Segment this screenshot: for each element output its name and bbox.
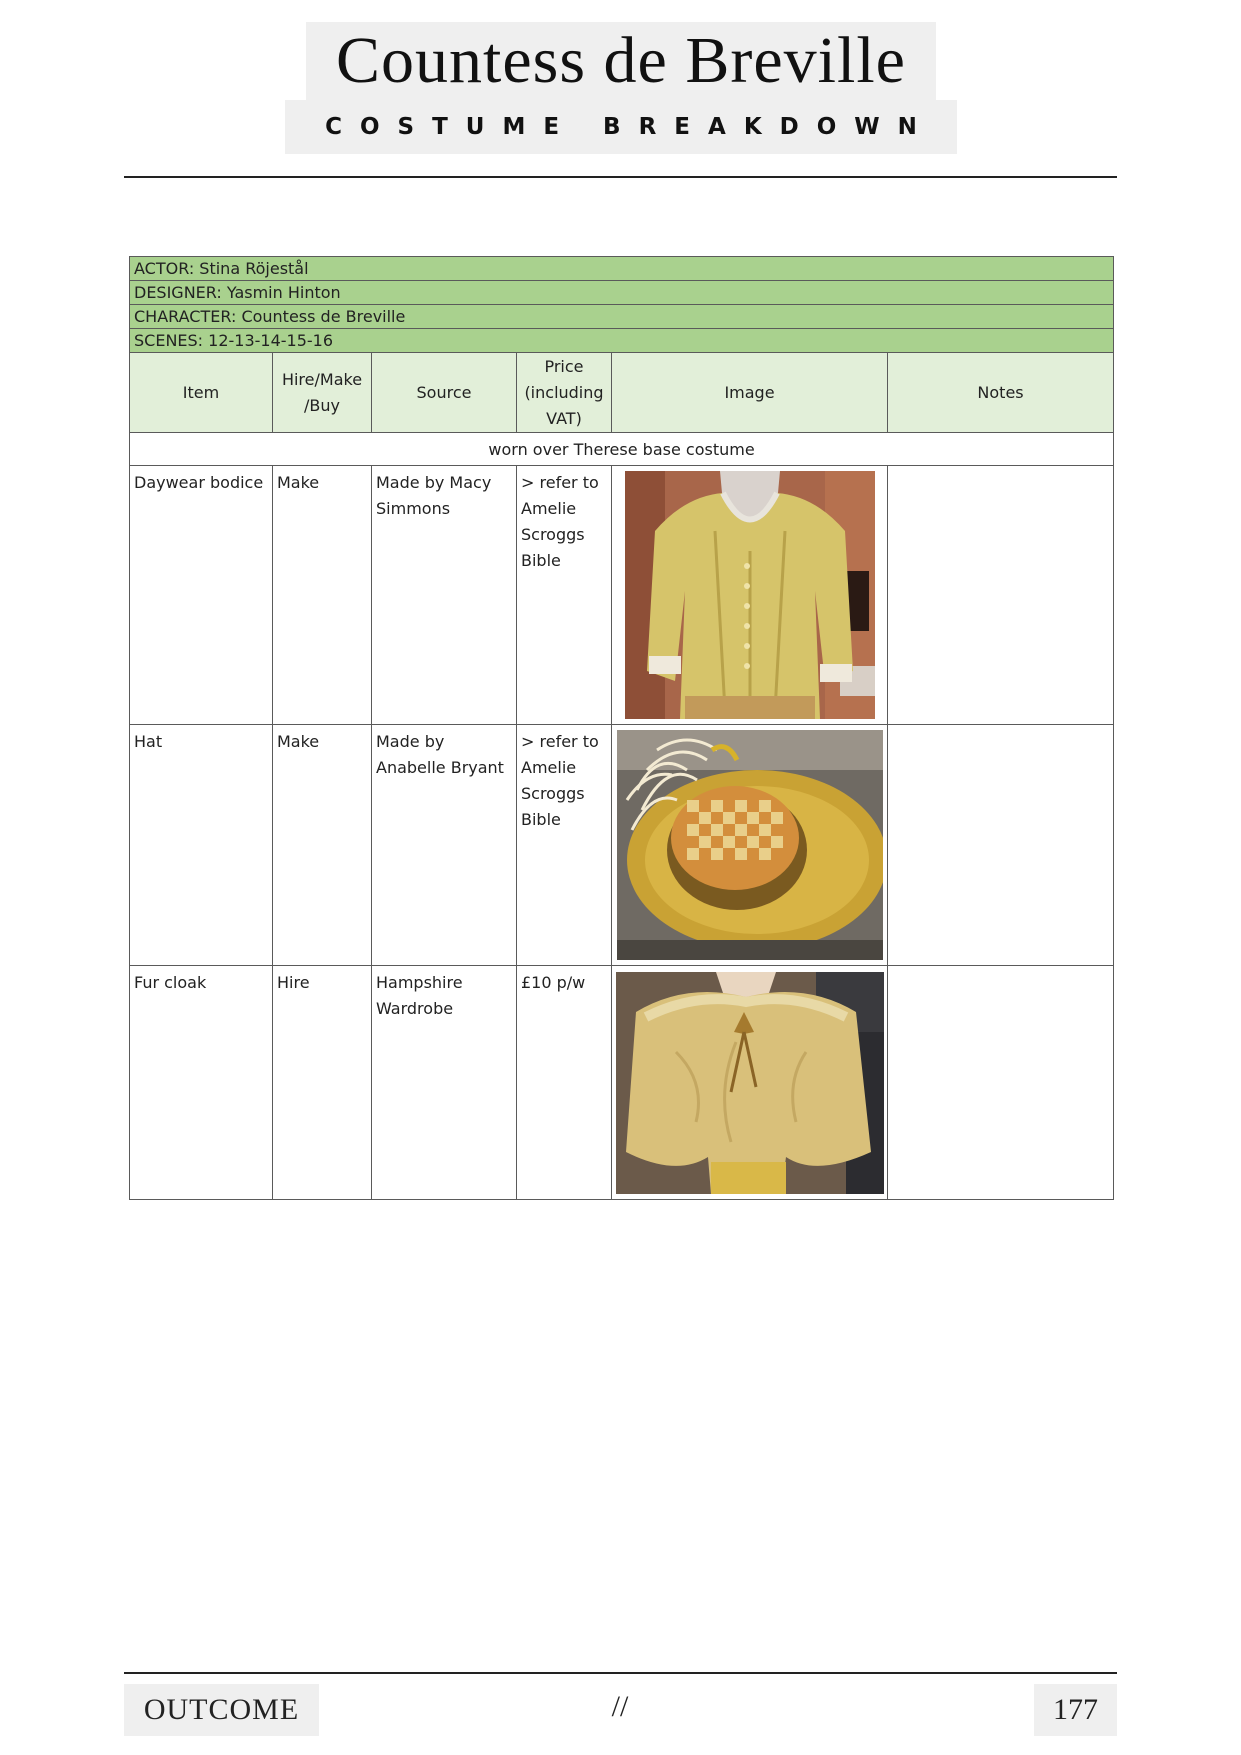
designer-cell: DESIGNER: Yasmin Hinton xyxy=(130,281,1114,305)
footer-section-label: OUTCOME xyxy=(124,1684,319,1736)
table-row xyxy=(130,966,1114,1200)
price-cell: > refer to Amelie Scroggs Bible xyxy=(517,466,612,725)
source-cell: Made by Macy Simmons xyxy=(372,466,517,725)
section-note: worn over Therese base costume xyxy=(130,433,1114,466)
col-header-hire: Hire/Make /Buy xyxy=(273,353,372,433)
image-cell xyxy=(612,966,888,1200)
table-row xyxy=(130,466,1114,725)
image-cell xyxy=(612,725,888,966)
footer-separator: // xyxy=(611,1690,629,1723)
fur-cloak-photo xyxy=(616,972,884,1194)
character-cell: CHARACTER: Countess de Breville xyxy=(130,305,1114,329)
notes-cell xyxy=(888,725,1114,966)
actor-cell: ACTOR: Stina Röjestål xyxy=(130,257,1114,281)
col-header-image: Image xyxy=(612,353,888,433)
bodice-photo xyxy=(625,471,875,719)
col-header-source: Source xyxy=(372,353,517,433)
costume-breakdown-table xyxy=(129,256,1114,1200)
item-cell: Hat xyxy=(130,725,273,966)
subtitle-box xyxy=(285,100,957,154)
notes-cell xyxy=(888,466,1114,725)
price-cell: £10 p/w xyxy=(517,966,612,1200)
hire-cell: Make xyxy=(273,725,372,966)
hire-cell: Hire xyxy=(273,966,372,1200)
col-header-price: Price (including VAT) xyxy=(517,353,612,433)
scenes-cell: SCENES: 12-13-14-15-16 xyxy=(130,329,1114,353)
price-cell: > refer to Amelie Scroggs Bible xyxy=(517,725,612,966)
image-cell xyxy=(612,466,888,725)
notes-cell xyxy=(888,966,1114,1200)
source-cell: Made by Anabelle Bryant xyxy=(372,725,517,966)
page-subtitle: COSTUME BREAKDOWN xyxy=(325,114,935,140)
table-row xyxy=(130,725,1114,966)
hat-photo xyxy=(617,730,883,960)
col-header-notes: Notes xyxy=(888,353,1114,433)
header-divider xyxy=(124,176,1117,178)
title-box xyxy=(306,22,936,100)
col-header-item: Item xyxy=(130,353,273,433)
hire-cell: Make xyxy=(273,466,372,725)
page-number: 177 xyxy=(1034,1684,1117,1736)
footer-divider xyxy=(124,1672,1117,1674)
page-title: Countess de Breville xyxy=(336,24,906,97)
source-cell: Hampshire Wardrobe xyxy=(372,966,517,1200)
item-cell: Daywear bodice xyxy=(130,466,273,725)
item-cell: Fur cloak xyxy=(130,966,273,1200)
